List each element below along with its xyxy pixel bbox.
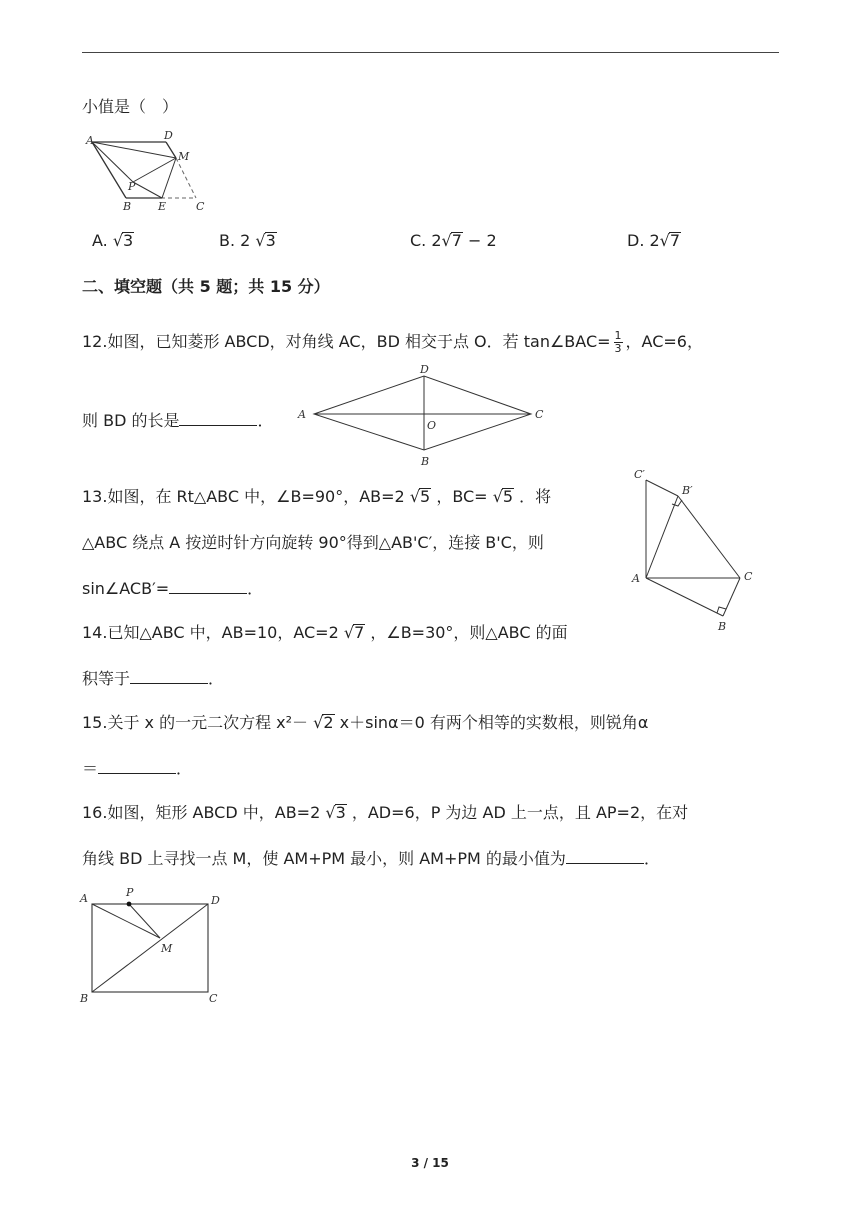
- q11-label-b: B: [123, 200, 132, 213]
- q13-answer-blank: [169, 579, 247, 594]
- q11-label-e: E: [158, 200, 167, 213]
- q11-label-a: A: [86, 134, 94, 147]
- q11-label-c: C: [196, 200, 205, 213]
- q14-answer-blank: [130, 669, 208, 684]
- q11-label-d: D: [164, 129, 173, 142]
- q11-figure: [86, 129, 213, 214]
- q13-line-1: 13.如图，在 Rt△ABC 中，∠B=90°，AB=2 √5 ，BC= √5 ．将: [82, 487, 552, 506]
- q14-line-2: 积等于 ．: [82, 669, 225, 688]
- header-rule: [82, 52, 779, 53]
- q16-answer-blank: [566, 849, 644, 864]
- q12-figure: [296, 362, 552, 470]
- q12-line-1: 12.如图，已知菱形 ABCD，对角线 AC，BD 相交于点 O．若 tan∠BAC= $\frac{1}{3}$ ，AC=6，: [82, 329, 703, 355]
- q13-label-b-prime: B′: [682, 484, 693, 497]
- q11-option-a: A. √3: [92, 231, 134, 250]
- q11-tail: 小值是（ ）: [82, 97, 179, 116]
- q12-label-o: O: [427, 419, 437, 432]
- q16-label-a: A: [80, 892, 88, 905]
- q13-figure: [628, 466, 768, 636]
- q13-label-a: A: [632, 572, 640, 585]
- q12-label-a: A: [298, 408, 306, 421]
- q16-line-2: 角线 BD 上寻找一点 M，使 AM+PM 最小，则 AM+PM 的最小值为 ．: [82, 849, 660, 868]
- q15-line-1: 15.关于 x 的一元二次方程 x²－ √2 x＋sinα＝0 有两个相等的实数根，则锐角α: [82, 713, 649, 732]
- q16-line-1: 16.如图，矩形 ABCD 中，AB=2 √3 ，AD=6，P 为边 AD 上一点，且 AP=2，在对: [82, 803, 689, 822]
- q15-answer-blank: [98, 759, 176, 774]
- q11-option-d: D. 2√7: [627, 231, 681, 250]
- q13-line-3: sin∠ACB′= ．: [82, 579, 264, 598]
- q13-label-b: B: [718, 620, 727, 633]
- q11-label-m: M: [178, 150, 190, 163]
- page-number: 3 / 15: [411, 1156, 449, 1170]
- q13-label-c-prime: C′: [634, 468, 645, 481]
- q12-line-2: 则 BD 的长是 ．: [82, 411, 274, 430]
- q11-option-c: C. 2√7 − 2: [410, 231, 497, 250]
- q12-label-b: B: [421, 455, 430, 468]
- q13-label-c: C: [744, 570, 753, 583]
- q14-line-1: 14.已知△ABC 中，AB=10，AC=2 √7 ，∠B=30°，则△ABC 的面: [82, 623, 568, 642]
- q15-line-2: ＝ ．: [82, 759, 193, 778]
- q16-label-p: P: [126, 886, 134, 899]
- q11-option-b: B. 2 √3: [219, 231, 276, 250]
- q12-label-d: D: [420, 363, 429, 376]
- q11-label-p: P: [128, 180, 136, 193]
- q16-label-m: M: [161, 942, 173, 955]
- q13-line-2: △ABC 绕点 A 按逆时针方向旋转 90°得到△AB'C′，连接 B'C，则: [82, 533, 544, 552]
- q16-label-d: D: [211, 894, 220, 907]
- q12-label-c: C: [535, 408, 544, 421]
- q12-answer-blank: [179, 411, 257, 426]
- q16-label-b: B: [80, 992, 89, 1005]
- q16-figure: [78, 884, 228, 1006]
- q12-fraction: $\frac{1}{3}$: [614, 329, 622, 355]
- section-title: 二、填空题（共 5 题；共 15 分）: [82, 277, 330, 296]
- q16-label-c: C: [209, 992, 218, 1005]
